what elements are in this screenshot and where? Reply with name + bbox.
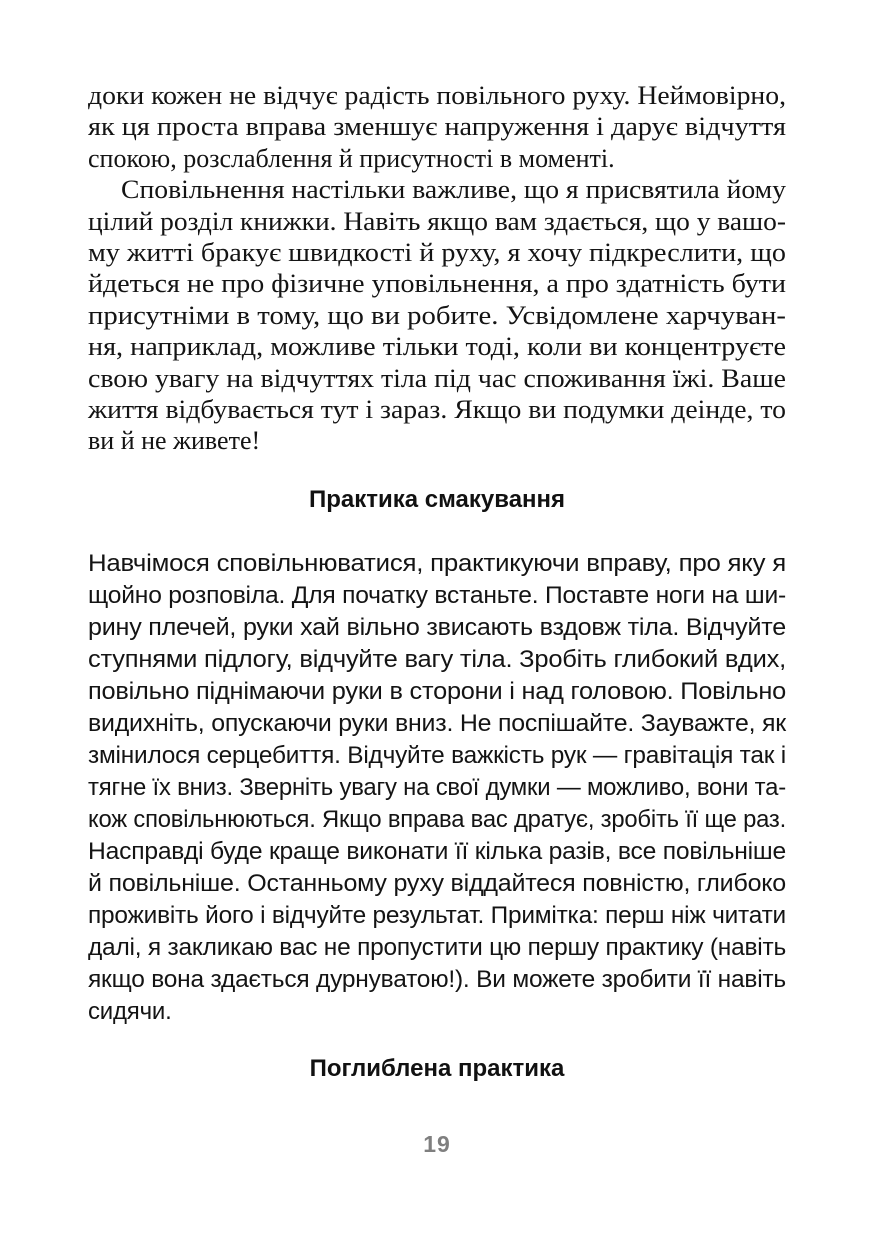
text-line-content: Навчімося сповільнюватися, практикуючи вправу, про яку я xyxy=(88,549,786,577)
text-line xyxy=(88,300,786,331)
text-line xyxy=(88,804,786,836)
page-number: 19 xyxy=(423,1130,451,1157)
text-line-content: спокою, розслаблення й присутності в моменті. xyxy=(88,143,615,173)
text-line-content: Насправді буде краще виконати її кілька разів, все повільніше xyxy=(88,837,786,865)
text-line-content: йдеться не про фізичне уповільнення, а про здатність бути xyxy=(88,269,786,299)
text-line-content: ступнями підлогу, відчуйте вагу тіла. Зробіть глибокий вдих, xyxy=(88,645,786,673)
text-line xyxy=(88,111,786,142)
text-line xyxy=(88,612,786,644)
text-line xyxy=(88,900,786,932)
text-line xyxy=(88,836,786,868)
text-line-content: й повільніше. Останньому руху віддайтеся повністю, глибоко xyxy=(88,869,786,897)
text-line xyxy=(88,964,786,996)
text-line xyxy=(88,644,786,676)
text-line xyxy=(88,932,786,964)
text-line-content: кож сповільнюються. Якщо вправа вас дратує, зробіть її ще раз. xyxy=(88,805,786,833)
text-line xyxy=(88,143,786,174)
text-line xyxy=(88,580,786,612)
section-heading-deep-practice: Поглиблена практика xyxy=(309,1054,565,1082)
text-line xyxy=(88,772,786,804)
text-line-content: рину плечей, руки хай вільно звисають вздовж тіла. Відчуйте xyxy=(88,613,786,641)
text-line-content: як ця проста вправа зменшує напруження і дарує відчуття xyxy=(88,112,787,142)
text-line-content: тягне їх вниз. Зверніть увагу на свої думки — можливо, вони та- xyxy=(88,773,786,801)
text-line-content: ня, наприклад, можливе тільки тоді, коли ви концентруєте xyxy=(88,332,786,362)
text-line-content: якщо вона здається дурнуватою!). Ви можете зробити її навіть xyxy=(88,965,786,993)
text-line-content: сидячи. xyxy=(88,997,172,1025)
text-line-content: проживіть його і відчуйте результат. Примітка: перш ніж читати xyxy=(88,901,786,929)
text-line-content: змінилося серцебиття. Відчуйте важкість рук — гравітація так і xyxy=(88,741,786,769)
text-line-content: життя відбувається тут і зараз. Якщо ви подумки деінде, то xyxy=(88,394,786,424)
text-line xyxy=(88,425,786,456)
text-line xyxy=(88,394,786,425)
text-line xyxy=(88,174,786,205)
text-line-content: далі, я закликаю вас не пропустити цю першу практику (навіть xyxy=(88,933,786,961)
text-line xyxy=(88,331,786,362)
text-line xyxy=(88,363,786,394)
text-line xyxy=(88,708,786,740)
text-line xyxy=(88,676,786,708)
paragraph-practice-instructions xyxy=(88,548,786,1028)
text-line xyxy=(88,740,786,772)
text-line-content: доки кожен не відчує радість повільного руху. Неймовірно, xyxy=(88,81,786,110)
text-line xyxy=(88,206,786,237)
text-line-content: ви й не живете! xyxy=(88,426,261,456)
text-line xyxy=(88,996,786,1028)
text-line xyxy=(88,80,786,111)
text-line-content: щойно розповіла. Для початку встаньте. Поставте ноги на ши- xyxy=(88,581,786,609)
text-column xyxy=(88,80,786,1156)
paragraph-slowdown xyxy=(88,174,786,457)
section-heading-tasting-practice: Практика смакування xyxy=(308,485,566,513)
paragraph-continued xyxy=(88,80,786,174)
text-line xyxy=(88,868,786,900)
text-line-content: присутніми в тому, що ви робите. Усвідомлене харчуван- xyxy=(88,300,786,330)
text-line-content: му житті бракує швидкості й руху, я хочу підкреслити, що xyxy=(88,237,786,267)
text-line-content: свою увагу на відчуттях тіла під час споживання їжі. Ваше xyxy=(88,363,786,393)
text-line xyxy=(88,237,786,268)
text-line xyxy=(88,548,786,580)
text-line-content: Сповільнення настільки важливе, що я присвятила йому xyxy=(121,175,786,205)
text-line-content: видихніть, опускаючи руки вниз. Не поспішайте. Зауважте, як xyxy=(88,709,786,737)
text-line-content: повільно піднімаючи руки в сторони і над головою. Повільно xyxy=(88,677,787,705)
text-line-content: цілий розділ книжки. Навіть якщо вам здається, що у вашо- xyxy=(88,206,786,236)
text-line xyxy=(88,268,786,299)
